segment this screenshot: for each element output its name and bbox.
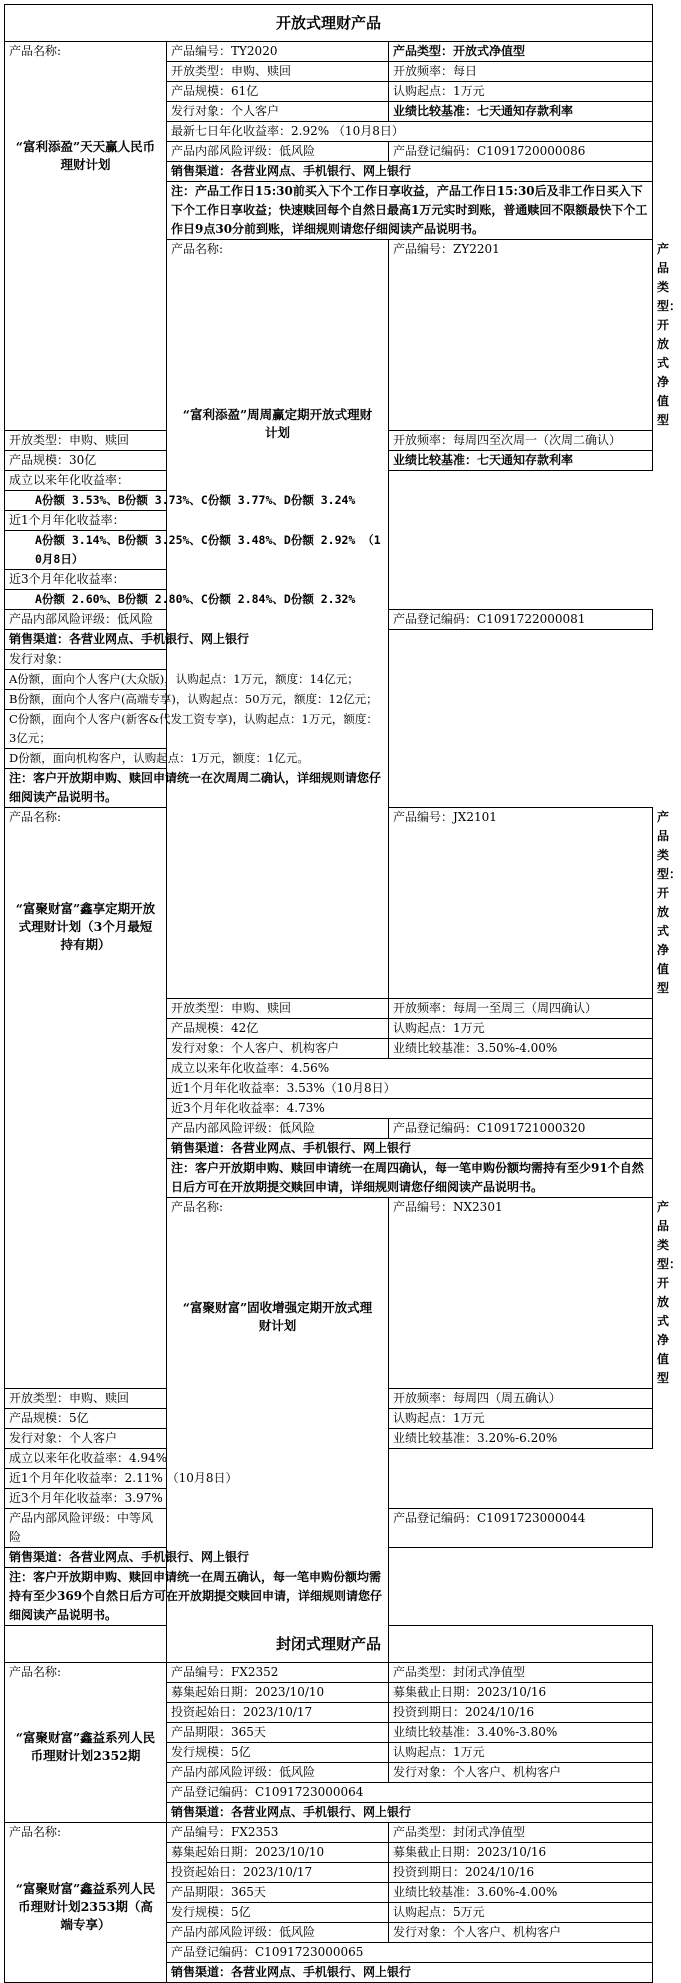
target-customers: 发行对象：个人客户、机构客户 — [389, 1763, 653, 1783]
yield-since-inception: A份额 3.53%、B份额 3.73%、C份额 3.77%、D份额 3.24% — [5, 491, 389, 511]
product-scale: 产品规模：42亿 — [167, 1019, 389, 1039]
registration-code: 产品登记编码：C1091721000320 — [389, 1119, 653, 1139]
product-note: 注：客户开放期申购、赎回申请统一在周四确认，每一笔申购份额均需持有至少91个自然日后方可在开放期提交赎回申请，详细规则请您仔细阅读产品说明书。 — [167, 1159, 653, 1198]
product-code: 产品编号：FX2352 — [167, 1663, 389, 1683]
benchmark: 业绩比较基准：3.60%-4.00% — [389, 1883, 653, 1903]
product-term: 产品期限：365天 — [167, 1723, 389, 1743]
min-subscription: 认购起点：1万元 — [389, 82, 653, 102]
yield-1m-label: 近1个月年化收益率： — [5, 511, 389, 531]
product-scale: 产品规模：30亿 — [5, 451, 167, 471]
product-name-label: 产品名称: — [9, 44, 62, 58]
product-name: “富聚财富”鑫益系列人民币理财计划2352期 — [15, 1730, 156, 1763]
issue-scale: 发行规模：5亿 — [167, 1743, 389, 1763]
share-d-terms: D份额，面向机构客户，认购起点：1万元，额度：1亿元。 — [5, 749, 389, 769]
risk-rating: 产品内部风险评级：低风险 — [167, 1763, 389, 1783]
product-name-label: 产品名称: — [171, 1200, 224, 1214]
risk-rating: 产品内部风险评级：中等风险 — [5, 1509, 167, 1548]
closed-section-title: 封闭式理财产品 — [5, 1626, 653, 1663]
yield-3m: 近3个月年化收益率：4.73% — [167, 1099, 653, 1119]
sales-channels: 销售渠道：各营业网点、手机银行、网上银行 — [167, 1139, 653, 1159]
open-frequency: 开放频率：每周四至次周一（次周二确认） — [389, 431, 653, 451]
raise-end-date: 募集截止日期：2023/10/16 — [389, 1683, 653, 1703]
yield-3m-label: 近3个月年化收益率： — [5, 570, 389, 590]
product-name: “富利添盈”天天赢人民币理财计划 — [15, 139, 156, 172]
product-name-cell — [5, 1823, 167, 1983]
annual-yield: 最新七日年化收益率：2.92% （10月8日） — [167, 122, 653, 142]
risk-rating: 产品内部风险评级：低风险 — [5, 610, 167, 630]
sales-channels: 销售渠道：各营业网点、手机银行、网上银行 — [5, 630, 389, 650]
product-name-label: 产品名称: — [9, 810, 62, 824]
risk-rating: 产品内部风险评级：低风险 — [167, 142, 389, 162]
product-code: 产品编号：JX2101 — [389, 808, 653, 999]
issue-scale: 发行规模：5亿 — [167, 1903, 389, 1923]
open-type: 开放类型：申购、赎回 — [5, 1389, 167, 1409]
product-name-label: 产品名称: — [9, 1825, 62, 1839]
yield-3m: 近3个月年化收益率：3.97% — [5, 1489, 389, 1509]
yield-since-inception: 成立以来年化收益率：4.56% — [167, 1059, 653, 1079]
open-type: 开放类型：申购、赎回 — [5, 431, 167, 451]
product-type: 产品类型：开放式净值型 — [389, 42, 653, 62]
product-term: 产品期限：365天 — [167, 1883, 389, 1903]
product-row — [5, 1823, 653, 1843]
min-subscription: 认购起点：1万元 — [389, 1409, 653, 1429]
product-scale: 产品规模：5亿 — [5, 1409, 167, 1429]
product-name: “富聚财富”鑫益系列人民币理财计划2353期（高端专享） — [15, 1881, 156, 1932]
investment-end-date: 投资到期日：2024/10/16 — [389, 1703, 653, 1723]
benchmark: 业绩比较基准：七天通知存款利率 — [389, 451, 653, 471]
investment-start-date: 投资起始日：2023/10/17 — [167, 1703, 389, 1723]
risk-rating: 产品内部风险评级：低风险 — [167, 1119, 389, 1139]
registration-code: 产品登记编码：C1091723000044 — [389, 1509, 653, 1548]
product-scale: 产品规模：61亿 — [167, 82, 389, 102]
min-subscription: 认购起点：5万元 — [389, 1903, 653, 1923]
product-code: 产品编号：TY2020 — [167, 42, 389, 62]
target-customers: 发行对象：个人客户 — [167, 102, 389, 122]
product-name-label: 产品名称: — [9, 1665, 62, 1679]
yield-since-inception-label: 成立以来年化收益率： — [5, 471, 389, 491]
product-name: “富聚财富”固收增强定期开放式理财计划 — [182, 1300, 373, 1333]
open-frequency: 开放频率：每周四（周五确认） — [389, 1389, 653, 1409]
open-frequency: 开放频率：每日 — [389, 62, 653, 82]
sales-channels: 销售渠道：各营业网点、手机银行、网上银行 — [5, 1548, 389, 1568]
open-frequency: 开放频率：每周一至周三（周四确认） — [389, 999, 653, 1019]
sales-channels: 销售渠道：各营业网点、手机银行、网上银行 — [167, 1803, 653, 1823]
product-row — [5, 42, 653, 62]
yield-1m: 近1个月年化收益率：3.53%（10月8日） — [167, 1079, 653, 1099]
product-name-cell — [167, 240, 389, 999]
min-subscription: 认购起点：1万元 — [389, 1019, 653, 1039]
sales-channels: 销售渠道：各营业网点、手机银行、网上银行 — [167, 1963, 653, 1983]
product-type: 产品类型：封闭式净值型 — [389, 1663, 653, 1683]
open-type: 开放类型：申购、赎回 — [167, 999, 389, 1019]
yield-1m: A份额 3.14%、B份额 3.25%、C份额 3.48%、D份额 2.92% （10月8日） — [5, 531, 389, 570]
product-code: 产品编号：ZY2201 — [389, 240, 653, 431]
open-type: 开放类型：申购、赎回 — [167, 62, 389, 82]
product-name-cell — [5, 808, 167, 1389]
share-a-terms: A份额，面向个人客户(大众版)，认购起点：1万元，额度：14亿元； — [5, 670, 389, 690]
raise-end-date: 募集截止日期：2023/10/16 — [389, 1843, 653, 1863]
registration-code: 产品登记编码：C1091722000081 — [389, 610, 653, 630]
share-c-terms: C份额，面向个人客户(新客&代发工资专享)，认购起点：1万元，额度：3亿元； — [5, 710, 389, 749]
product-name-cell — [5, 42, 167, 431]
open-section-title: 开放式理财产品 — [5, 5, 653, 42]
registration-code: 产品登记编码：C1091723000064 — [167, 1783, 653, 1803]
product-name: “富聚财富”鑫享定期开放式理财计划（3个月最短持有期） — [15, 901, 156, 952]
yield-3m: A份额 2.60%、B份额 2.80%、C份额 2.84%、D份额 2.32% — [5, 590, 389, 610]
raise-start-date: 募集起始日期：2023/10/10 — [167, 1683, 389, 1703]
sales-channels: 销售渠道：各营业网点、手机银行、网上银行 — [167, 162, 653, 182]
product-row: 产品名称: “富聚财富”鑫享定期开放式理财计划（3个月最短持有期） 产品编号：JX2101 产品类型：开放式净值型 — [5, 808, 653, 999]
benchmark: 业绩比较基准：3.40%-3.80% — [389, 1723, 653, 1743]
min-subscription: 认购起点：1万元 — [389, 1743, 653, 1763]
product-code: 产品编号：NX2301 — [389, 1198, 653, 1389]
product-row — [5, 1663, 653, 1683]
target-customers: 发行对象：个人客户 — [5, 1429, 167, 1449]
registration-code: 产品登记编码：C1091720000086 — [389, 142, 653, 162]
yield-since-inception: 成立以来年化收益率：4.94% — [5, 1449, 389, 1469]
product-name-label: 产品名称: — [171, 242, 224, 256]
yield-1m: 近1个月年化收益率：2.11% （10月8日） — [5, 1469, 389, 1489]
risk-rating: 产品内部风险评级：低风险 — [167, 1923, 389, 1943]
product-code: 产品编号：FX2353 — [167, 1823, 389, 1843]
benchmark: 业绩比较基准：3.20%-6.20% — [389, 1429, 653, 1449]
product-note: 注：客户开放期申购、赎回申请统一在次周周二确认，详细规则请您仔细阅读产品说明书。 — [5, 769, 389, 808]
benchmark: 业绩比较基准：七天通知存款利率 — [389, 102, 653, 122]
share-b-terms: B份额，面向个人客户(高端专享)，认购起点：50万元，额度：12亿元； — [5, 690, 389, 710]
product-row: 产品名称: “富利添盈”周周赢定期开放式理财计划 产品编号：ZY2201 产品类型：开放式净值型 — [5, 240, 653, 431]
investment-start-date: 投资起始日：2023/10/17 — [167, 1863, 389, 1883]
target-customers: 发行对象：个人客户、机构客户 — [167, 1039, 389, 1059]
product-name: “富利添盈”周周赢定期开放式理财计划 — [182, 407, 373, 440]
product-row: 产品名称: “富聚财富”固收增强定期开放式理财计划 产品编号：NX2301 产品类型：开放式净值型 — [5, 1198, 653, 1389]
target-customers: 发行对象：个人客户、机构客户 — [389, 1923, 653, 1943]
product-document — [4, 4, 681, 1983]
wealth-products-table — [4, 4, 681, 1983]
raise-start-date: 募集起始日期：2023/10/10 — [167, 1843, 389, 1863]
benchmark: 业绩比较基准：3.50%-4.00% — [389, 1039, 653, 1059]
registration-code: 产品登记编码：C1091723000065 — [167, 1943, 653, 1963]
product-note: 注：产品工作日15:30前买入下个工作日享收益，产品工作日15:30后及非工作日买入下下个工作日享收益；快速赎回每个自然日最高1万元实时到账，普通赎回不限额最快下个工作日9点30分前到账，详细规则请您仔细阅读产品说明书。 — [167, 182, 653, 240]
investment-end-date: 投资到期日：2024/10/16 — [389, 1863, 653, 1883]
target-customers-label: 发行对象： — [5, 650, 389, 670]
product-name-cell — [5, 1663, 167, 1823]
product-type: 产品类型：封闭式净值型 — [389, 1823, 653, 1843]
product-note: 注：客户开放期申购、赎回申请统一在周五确认，每一笔申购份额均需持有至少369个自然日后方可在开放期提交赎回申请，详细规则请您仔细阅读产品说明书。 — [5, 1568, 389, 1626]
